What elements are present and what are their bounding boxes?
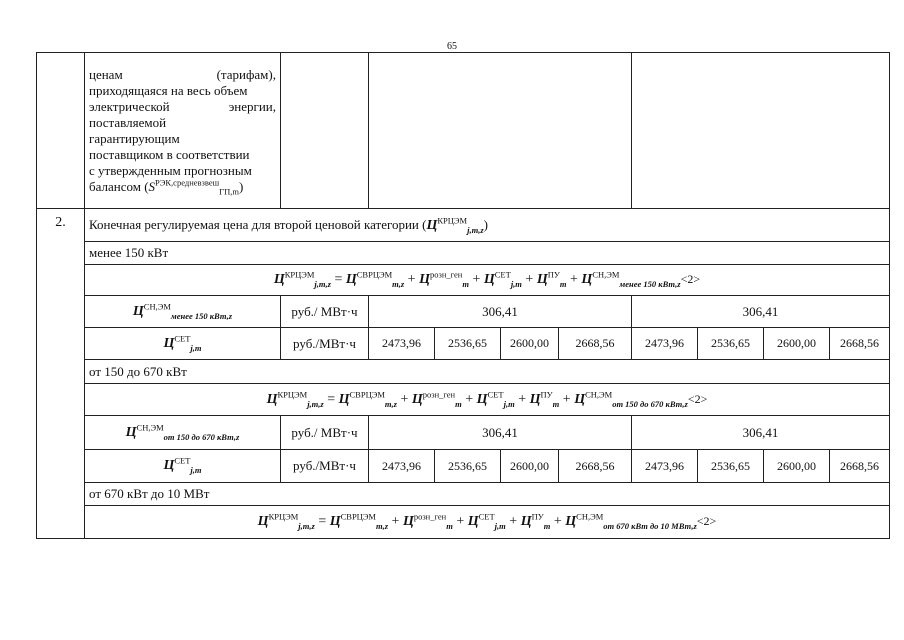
network-label: $Ц^{СЕТ}_{j,m}$ [85, 328, 281, 360]
rate-label: $Ц^{СН,ЭМ}_{от 150 до 670 кВт,z}$ [85, 416, 281, 450]
page-number: 65 [447, 41, 457, 52]
value-cell: 306,41 [632, 416, 890, 450]
continuation-row [37, 53, 890, 209]
section-heading: менее 150 кВт [85, 242, 890, 265]
unit-cell: руб./ МВт·ч [281, 296, 369, 328]
value-cell: 2600,00 [764, 450, 830, 483]
value-cell: 2473,96 [632, 450, 698, 483]
value-cell: 2600,00 [501, 450, 559, 483]
empty-cell [632, 53, 890, 209]
value-cell: 2536,65 [435, 450, 501, 483]
value-cell: 306,41 [632, 296, 890, 328]
value-cell: 2473,96 [369, 328, 435, 360]
value-cell: 2668,56 [830, 450, 890, 483]
formula: $Ц^{КРЦЭМ}_{j,m,z} = Ц^{СВРЦЭМ}_{m,z} + Ц^{розн\_ген}_m + Ц^{СЕТ}_{j,m} + Ц^{ПУ}_m + Ц^{СН,ЭМ}_{менее 150 кВт,z}<2>$ [85, 265, 890, 296]
item-title: Конечная регулируемая цена для второй ценовой категории $(Ц^{КРЦЭМ}_{j,m,z})$ [85, 209, 890, 242]
value-cell: 2600,00 [501, 328, 559, 360]
formula: $Ц^{КРЦЭМ}_{j,m,z} = Ц^{СВРЦЭМ}_{m,z} + Ц^{розн\_ген}_m + Ц^{СЕТ}_{j,m} + Ц^{ПУ}_m + Ц^{СН,ЭМ}_{от 150 до 670 кВт,z}<2>$ [85, 384, 890, 416]
empty-number-cell [37, 53, 85, 209]
section-heading-row [37, 242, 890, 265]
value-cell: 2473,96 [369, 450, 435, 483]
tariff-table [36, 52, 890, 539]
formula-row [37, 384, 890, 416]
rate-label: $Ц^{СН,ЭМ}_{менее 150 кВт,z}$ [85, 296, 281, 328]
item-title-row [37, 209, 890, 242]
section-heading-row [37, 360, 890, 384]
unit-cell: руб./МВт·ч [281, 450, 369, 483]
network-label: $Ц^{СЕТ}_{j,m}$ [85, 450, 281, 483]
value-cell: 306,41 [369, 296, 632, 328]
value-cell: 2668,56 [559, 450, 632, 483]
section-heading: от 670 кВт до 10 МВт [85, 483, 890, 506]
unit-cell: руб./ МВт·ч [281, 416, 369, 450]
formula-row [37, 506, 890, 539]
value-cell: 2473,96 [632, 328, 698, 360]
continuation-text: ценам (тарифам), приходящаяся на весь объем электрической энергии, поставляемой гарантирующим поставщиком в соответствии с утвержденным прогнозным балансом $(S^{РЭК,средневзвеш}_{ГП,m})$ [85, 53, 281, 209]
value-cell: 2668,56 [830, 328, 890, 360]
item-number: 2. [37, 209, 85, 539]
formula-row [37, 265, 890, 296]
value-cell: 2668,56 [559, 328, 632, 360]
rate-row [37, 296, 890, 328]
network-row [37, 450, 890, 483]
value-cell: 2600,00 [764, 328, 830, 360]
empty-cell [369, 53, 632, 209]
value-cell: 2536,65 [698, 450, 764, 483]
network-row [37, 328, 890, 360]
unit-cell: руб./МВт·ч [281, 328, 369, 360]
section-heading: от 150 до 670 кВт [85, 360, 890, 384]
rate-row [37, 416, 890, 450]
value-cell: 2536,65 [435, 328, 501, 360]
value-cell: 2536,65 [698, 328, 764, 360]
empty-cell [281, 53, 369, 209]
formula: $Ц^{КРЦЭМ}_{j,m,z} = Ц^{СВРЦЭМ}_{m,z} + Ц^{розн\_ген}_m + Ц^{СЕТ}_{j,m} + Ц^{ПУ}_m + Ц^{СН,ЭМ}_{от 670 кВт до 10 МВт,z}<2>$ [85, 506, 890, 539]
value-cell: 306,41 [369, 416, 632, 450]
section-heading-row [37, 483, 890, 506]
